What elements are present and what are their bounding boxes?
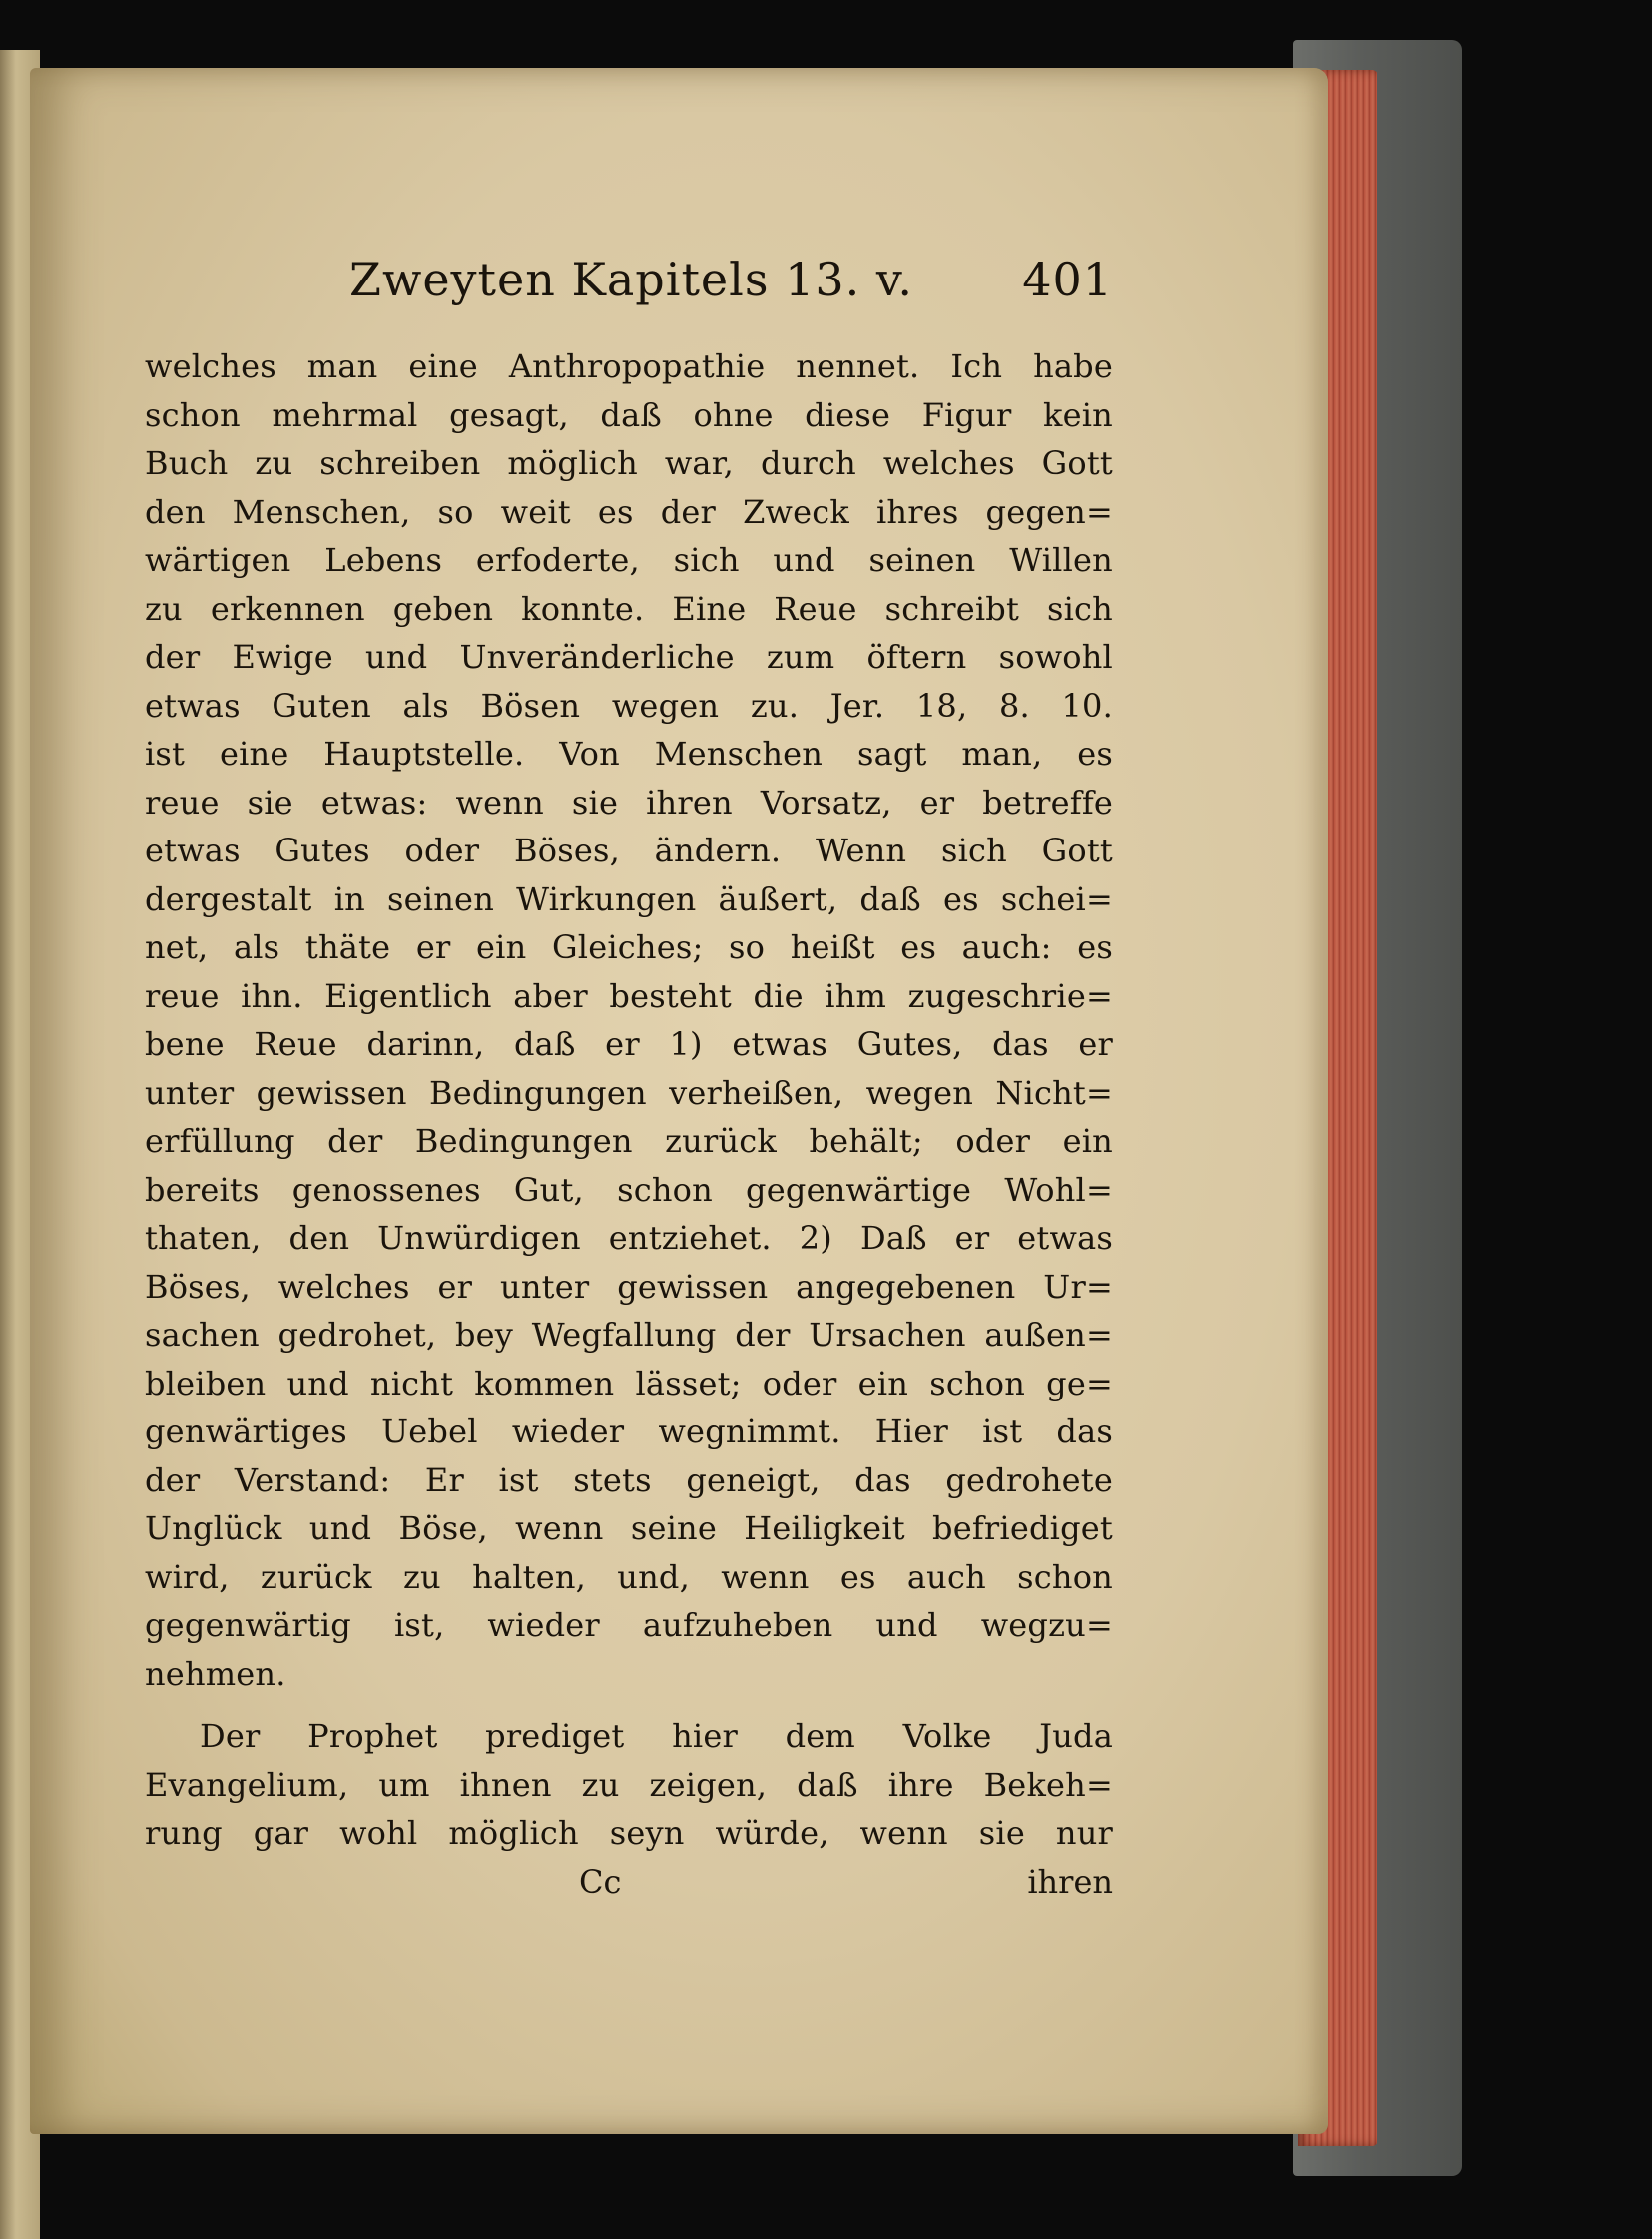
text-line: Buch zu schreiben möglich war, durch welches Gott bbox=[145, 444, 1113, 482]
catchword: ihren bbox=[1027, 1862, 1113, 1901]
text-line: Böses, welches er unter gewissen angegebenen Ur= bbox=[145, 1267, 1113, 1306]
text-line: wird, zurück zu halten, und, wenn es auch schon bbox=[145, 1557, 1113, 1596]
text-line: den Menschen, so weit es der Zweck ihres gegen= bbox=[145, 492, 1113, 531]
text-line: wärtigen Lebens erfoderte, sich und seinen Willen bbox=[145, 541, 1113, 579]
text-line: erfüllung der Bedingungen zurück behält; oder ein bbox=[145, 1122, 1113, 1160]
text-line: der Verstand: Er ist stets geneigt, das gedrohete bbox=[145, 1460, 1113, 1499]
text-line: net, als thäte er ein Gleiches; so heißt es auch: es bbox=[145, 928, 1113, 966]
text-line: thaten, den Unwürdigen entziehet. 2) Daß er etwas bbox=[145, 1219, 1113, 1257]
paragraph-gap bbox=[145, 1698, 1113, 1712]
text-line: schon mehrmal gesagt, daß ohne diese Figur kein bbox=[145, 395, 1113, 434]
text-line: reue ihn. Eigentlich aber besteht die ihm zugeschrie= bbox=[145, 976, 1113, 1015]
text-line: reue sie etwas: wenn sie ihren Vorsatz, er betreffe bbox=[145, 783, 1113, 822]
text-line: welches man eine Anthropopathie nennet. Ich habe bbox=[145, 347, 1113, 385]
page-footer bbox=[145, 1858, 1113, 1918]
text-line: Evangelium, um ihnen zu zeigen, daß ihre Bekeh= bbox=[145, 1765, 1113, 1804]
text-line: gegenwärtig ist, wieder aufzuheben und wegzu= bbox=[145, 1606, 1113, 1644]
text-line: nehmen. bbox=[145, 1654, 286, 1693]
text-line: zu erkennen geben konnte. Eine Reue schreibt sich bbox=[145, 589, 1113, 628]
text-line: der Ewige und Unveränderliche zum öftern sowohl bbox=[145, 638, 1113, 676]
signature-mark: Cc bbox=[579, 1862, 622, 1901]
paragraph bbox=[145, 342, 1113, 1698]
text-line: Der Prophet prediget hier dem Volke Juda bbox=[200, 1717, 1113, 1755]
text-line: bereits genossenes Gut, schon gegenwärtige Wohl= bbox=[145, 1170, 1113, 1209]
text-line: etwas Gutes oder Böses, ändern. Wenn sich Gott bbox=[145, 832, 1113, 869]
text-line: bleiben und nicht kommen lässet; oder ein schon ge= bbox=[145, 1364, 1113, 1402]
text-line: ist eine Hauptstelle. Von Menschen sagt man, es bbox=[145, 735, 1113, 773]
text-line: etwas Guten als Bösen wegen zu. Jer. 18, 8. 10. bbox=[145, 686, 1113, 725]
text-line: unter gewissen Bedingungen verheißen, wegen Nicht= bbox=[145, 1073, 1113, 1112]
running-head: Zweyten Kapitels 13. v. bbox=[349, 253, 914, 306]
text-line: dergestalt in seinen Wirkungen äußert, daß es schei= bbox=[145, 879, 1113, 918]
page-text-block bbox=[145, 253, 1113, 1918]
page-header bbox=[145, 253, 1113, 342]
paragraph bbox=[145, 1712, 1113, 1858]
page-number: 401 bbox=[1022, 253, 1113, 306]
text-line: rung gar wohl möglich seyn würde, wenn sie nur bbox=[145, 1814, 1113, 1852]
book-page bbox=[30, 68, 1328, 2134]
text-line: sachen gedrohet, bey Wegfallung der Ursachen außen= bbox=[145, 1316, 1113, 1354]
text-line: bene Reue darinn, daß er 1) etwas Gutes, das er bbox=[145, 1025, 1113, 1063]
text-line: genwärtiges Uebel wieder wegnimmt. Hier ist das bbox=[145, 1412, 1113, 1450]
text-line: Unglück und Böse, wenn seine Heiligkeit befriediget bbox=[145, 1509, 1113, 1547]
